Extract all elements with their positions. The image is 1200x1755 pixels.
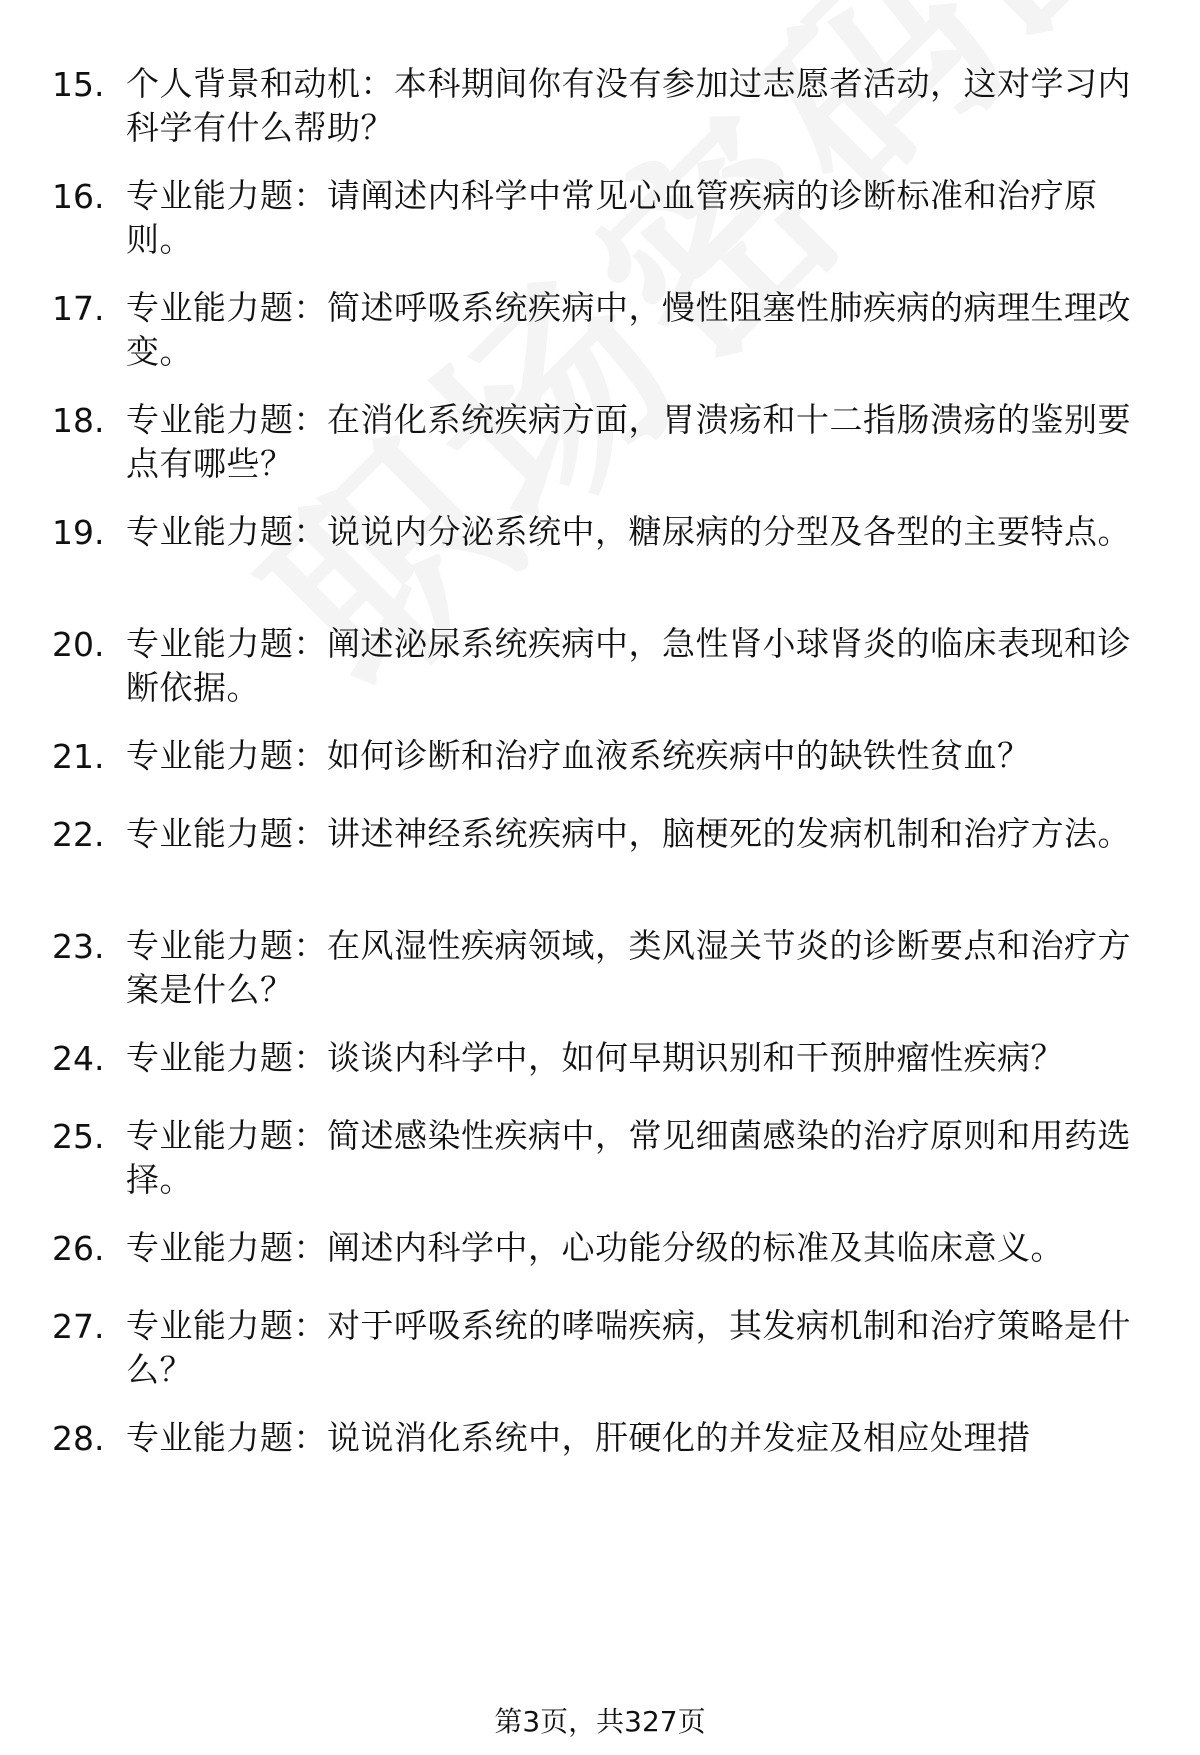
item-text: 专业能力题：说说内分泌系统中，糖尿病的分型及各型的主要特点。: [126, 512, 1131, 551]
list-item: [0, 508, 1200, 620]
item-number: 20.: [52, 625, 105, 664]
item-number: 26.: [52, 1229, 105, 1268]
item-number: 17.: [52, 289, 105, 328]
list-item: [0, 1112, 1200, 1224]
item-text: 专业能力题：简述感染性疾病中，常见细菌感染的治疗原则和用药选择。: [126, 1116, 1131, 1199]
list-item: [0, 732, 1200, 810]
item-text: 专业能力题：请阐述内科学中常见心血管疾病的诊断标准和治疗原则。: [126, 176, 1098, 259]
item-text: 专业能力题：讲述神经系统疾病中，脑梗死的发病机制和治疗方法。: [126, 814, 1131, 853]
list-item: [0, 396, 1200, 508]
item-number: 23.: [52, 927, 105, 966]
page-number-label: 第3页，共327页: [494, 1705, 706, 1738]
question-list: [0, 60, 1200, 1484]
list-item: [0, 810, 1200, 922]
item-text: 专业能力题：说说消化系统中，肝硬化的并发症及相应处理措: [126, 1418, 1031, 1457]
item-number: 15.: [52, 65, 105, 104]
item-text: 专业能力题：阐述泌尿系统疾病中，急性肾小球肾炎的临床表现和诊断依据。: [126, 624, 1131, 707]
list-item: [0, 60, 1200, 172]
list-item: [0, 172, 1200, 284]
list-item: [0, 922, 1200, 1034]
list-item: [0, 620, 1200, 732]
item-number: 16.: [52, 177, 105, 216]
item-number: 18.: [52, 401, 105, 440]
list-item: [0, 1034, 1200, 1112]
item-text: 专业能力题：谈谈内科学中，如何早期识别和干预肿瘤性疾病？: [126, 1038, 1064, 1077]
list-item: [0, 1224, 1200, 1302]
item-number: 21.: [52, 737, 105, 776]
item-text: 专业能力题：简述呼吸系统疾病中，慢性阻塞性肺疾病的病理生理改变。: [126, 288, 1131, 371]
item-text: 专业能力题：在风湿性疾病领域，类风湿关节炎的诊断要点和治疗方案是什么？: [126, 926, 1131, 1009]
list-item: [0, 1302, 1200, 1414]
list-item: [0, 1414, 1200, 1484]
item-number: 27.: [52, 1307, 105, 1346]
item-number: 28.: [52, 1419, 105, 1458]
item-number: 24.: [52, 1039, 105, 1078]
item-text: 专业能力题：对于呼吸系统的哮喘疾病，其发病机制和治疗策略是什么？: [126, 1306, 1131, 1389]
item-number: 25.: [52, 1117, 105, 1156]
item-text: 专业能力题：阐述内科学中，心功能分级的标准及其临床意义。: [126, 1228, 1064, 1267]
item-text: 个人背景和动机：本科期间你有没有参加过志愿者活动，这对学习内科学有什么帮助？: [126, 64, 1131, 147]
item-number: 22.: [52, 815, 105, 854]
list-item: [0, 284, 1200, 396]
item-text: 专业能力题：在消化系统疾病方面，胃溃疡和十二指肠溃疡的鉴别要点有哪些？: [126, 400, 1131, 483]
page-footer: [0, 1702, 1200, 1742]
item-text: 专业能力题：如何诊断和治疗血液系统疾病中的缺铁性贫血？: [126, 736, 1031, 775]
item-number: 19.: [52, 513, 105, 552]
